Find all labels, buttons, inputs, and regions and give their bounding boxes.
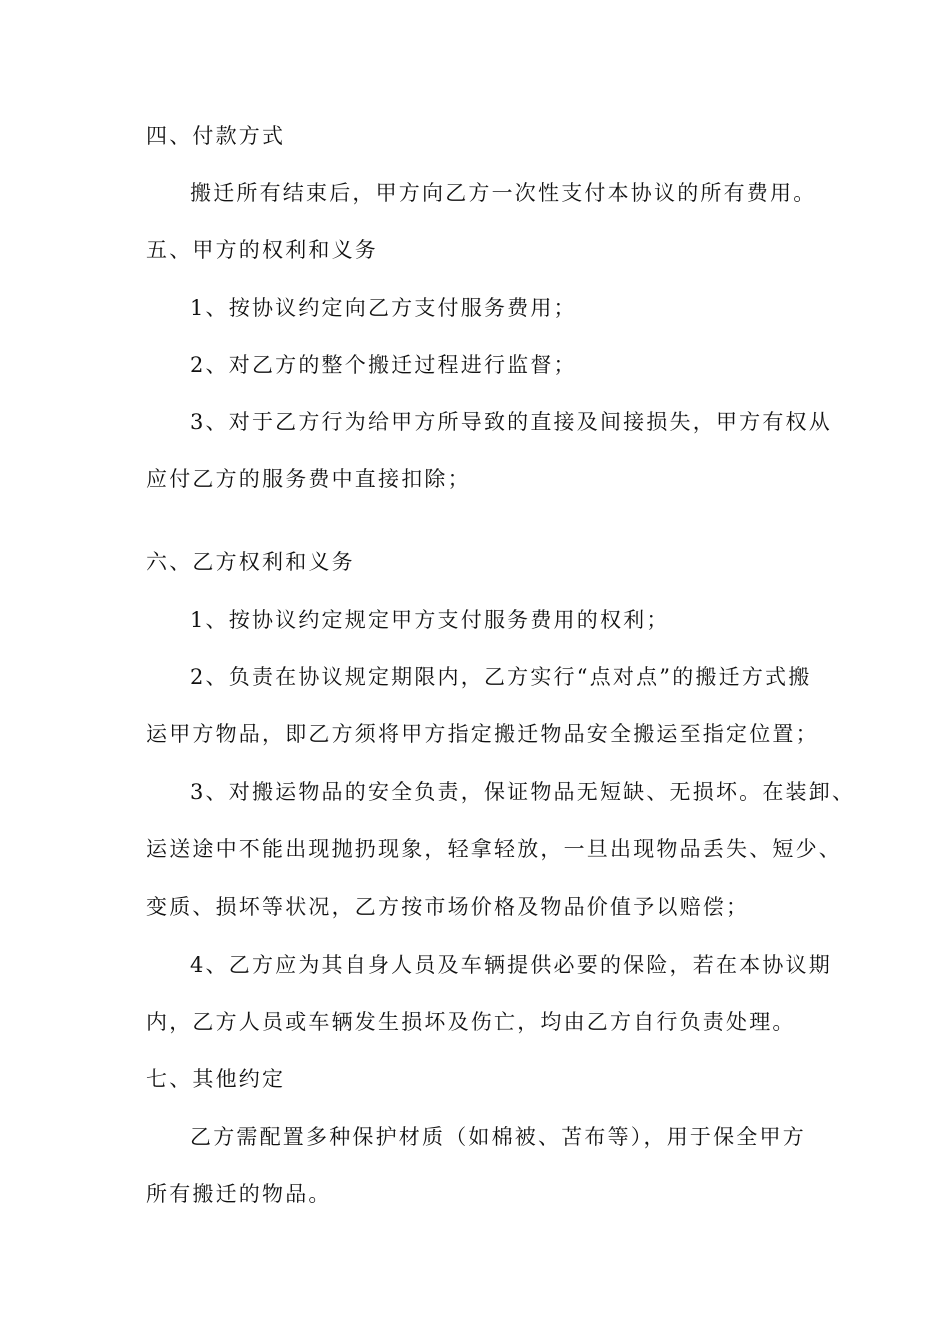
section-heading-party-b-rights: 六、乙方权利和义务 bbox=[146, 550, 355, 574]
paragraph-line: 运送途中不能出现抛扔现象，轻拿轻放，一旦出现物品丢失、短少、 bbox=[146, 837, 842, 861]
section-heading-payment: 四、付款方式 bbox=[146, 124, 286, 148]
paragraph-line: 1、按协议约定向乙方支付服务费用； bbox=[190, 296, 577, 320]
paragraph-line: 内，乙方人员或车辆发生损坏及伤亡，均由乙方自行负责处理。 bbox=[146, 1010, 796, 1034]
paragraph-line: 变质、损坏等状况，乙方按市场价格及物品价值予以赔偿； bbox=[146, 895, 750, 919]
paragraph-line: 运甲方物品，即乙方须将甲方指定搬迁物品安全搬运至指定位置； bbox=[146, 722, 819, 746]
paragraph-line: 2、对乙方的整个搬迁过程进行监督； bbox=[190, 353, 577, 377]
paragraph-line: 应付乙方的服务费中直接扣除； bbox=[146, 467, 471, 491]
paragraph-line: 4、乙方应为其自身人员及车辆提供必要的保险，若在本协议期 bbox=[190, 953, 832, 977]
paragraph-line: 1、按协议约定规定甲方支付服务费用的权利； bbox=[190, 608, 670, 632]
paragraph-line: 搬迁所有结束后，甲方向乙方一次性支付本协议的所有费用。 bbox=[190, 181, 817, 205]
paragraph-line: 3、对搬运物品的安全负责，保证物品无短缺、无损坏。在装卸、 bbox=[190, 780, 856, 804]
paragraph-line: 所有搬迁的物品。 bbox=[146, 1182, 332, 1206]
paragraph-line: 乙方需配置多种保护材质（如棉被、苫布等），用于保全甲方 bbox=[190, 1125, 806, 1149]
paragraph-line: 3、对于乙方行为给甲方所导致的直接及间接损失，甲方有权从 bbox=[190, 410, 832, 434]
section-heading-party-a-rights: 五、甲方的权利和义务 bbox=[146, 238, 378, 262]
section-heading-other-terms: 七、其他约定 bbox=[146, 1067, 286, 1091]
paragraph-line: 2、负责在协议规定期限内，乙方实行“点对点”的搬迁方式搬 bbox=[190, 665, 812, 689]
